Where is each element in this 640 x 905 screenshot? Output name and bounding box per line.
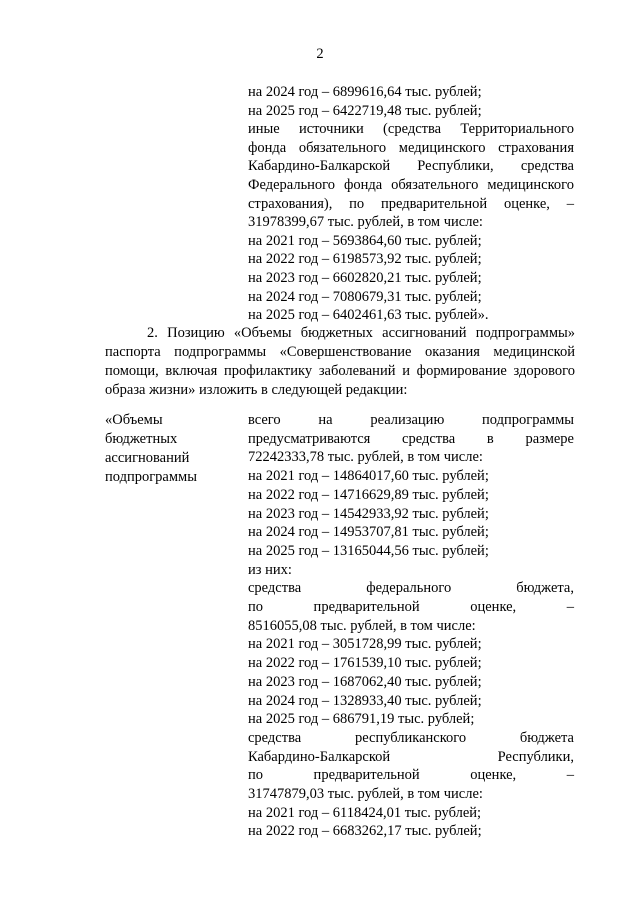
content-line: на 2022 год – 1761539,10 тыс. рублей;: [248, 655, 482, 672]
label-line: «Объемы: [105, 412, 163, 428]
text-line: на 2024 год – 6899616,64 тыс. рублей;: [248, 84, 482, 100]
text-line: на 2022 год – 6198573,92 тыс. рублей;: [248, 251, 482, 268]
content-line: средства республиканского бюджета: [248, 729, 574, 746]
content-line: на 2025 год – 686791,19 тыс. рублей;: [248, 711, 475, 728]
text-line: на 2021 год – 5693864,60 тыс. рублей;: [248, 232, 482, 249]
content-line: на 2023 год – 1687062,40 тыс. рублей;: [248, 673, 482, 690]
paragraph-line: образа жизни» изложить в следующей редакции:: [105, 382, 408, 398]
text-line: на 2024 год – 7080679,31 тыс. рублей;: [248, 288, 482, 305]
content-line: по предварительной оценке, –: [248, 599, 574, 615]
label-line: ассигнований: [105, 450, 190, 466]
text-line: страхования), по предварительной оценке, –: [248, 195, 574, 212]
page-number: 2: [316, 46, 324, 62]
label-line: подпрограммы: [105, 469, 197, 485]
content-line: всего на реализацию подпрограммы: [248, 412, 574, 428]
text-line: иные источники (средства Территориального: [248, 121, 574, 138]
text-line: 31978399,67 тыс. рублей, в том числе:: [248, 214, 483, 231]
content-line: 8516055,08 тыс. рублей, в том числе:: [248, 617, 476, 634]
text-line: Кабардино-Балкарской Республики, средства: [248, 158, 574, 175]
content-line: по предварительной оценке, –: [248, 767, 574, 784]
content-line: средства федерального бюджета,: [248, 580, 574, 597]
text-line: фонда обязательного медицинского страхования: [248, 139, 574, 156]
content-line: из них:: [248, 561, 292, 578]
content-line: на 2025 год – 13165044,56 тыс. рублей;: [248, 542, 489, 559]
text-line: на 2023 год – 6602820,21 тыс. рублей;: [248, 270, 482, 286]
paragraph-line: помощи, включая профилактику заболеваний и формирование здорового: [105, 363, 575, 379]
content-line: 72242333,78 тыс. рублей, в том числе:: [248, 449, 483, 466]
text-line: на 2025 год – 6422719,48 тыс. рублей;: [248, 102, 482, 119]
content-line: предусматриваются средства в размере: [248, 430, 574, 447]
label-line: бюджетных: [105, 431, 178, 447]
content-line: на 2022 год – 6683262,17 тыс. рублей;: [248, 823, 482, 840]
content-line: на 2021 год – 6118424,01 тыс. рублей;: [248, 804, 482, 821]
content-line: на 2022 год – 14716629,89 тыс. рублей;: [248, 486, 489, 503]
text-line: на 2025 год – 6402461,63 тыс. рублей».: [248, 307, 489, 324]
paragraph-line: паспорта подпрограммы «Совершенствование оказания медицинской: [105, 344, 575, 360]
content-line: на 2024 год – 1328933,40 тыс. рублей;: [248, 692, 482, 709]
content-line: 31747879,03 тыс. рублей, в том числе:: [248, 786, 483, 802]
content-line: на 2023 год – 14542933,92 тыс. рублей;: [248, 505, 489, 522]
content-line: на 2021 год – 14864017,60 тыс. рублей;: [248, 468, 489, 485]
content-line: Кабардино-Балкарской Республики,: [248, 748, 574, 765]
paragraph-line: 2. Позицию «Объемы бюджетных ассигнований подпрограммы»: [147, 325, 575, 341]
content-line: на 2024 год – 14953707,81 тыс. рублей;: [248, 524, 489, 541]
text-line: Федерального фонда обязательного медицинского: [248, 177, 574, 193]
content-line: на 2021 год – 3051728,99 тыс. рублей;: [248, 636, 482, 653]
